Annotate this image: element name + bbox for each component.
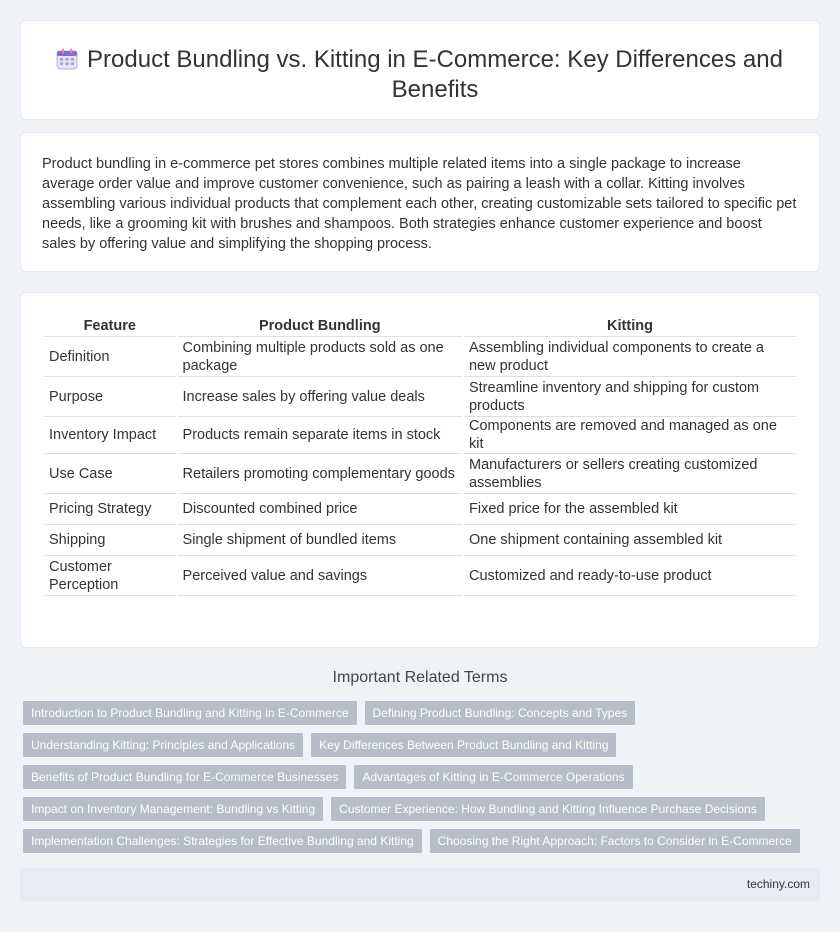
related-term-link[interactable]: Choosing the Right Approach: Factors to Consider in E-Commerce <box>430 829 800 853</box>
table-cell: Customer Perception <box>44 556 176 596</box>
title-card <box>20 20 820 120</box>
related-terms-list <box>23 701 823 861</box>
table-row <box>44 377 796 417</box>
table-cell: Customized and ready-to-use product <box>464 556 796 596</box>
related-term-link[interactable]: Understanding Kitting: Principles and Applications <box>23 733 303 757</box>
table-cell: Increase sales by offering value deals <box>178 377 462 417</box>
table-header-row <box>44 315 796 337</box>
table-row <box>44 494 796 525</box>
table-row <box>44 337 796 377</box>
table-cell: Streamline inventory and shipping for custom products <box>464 377 796 417</box>
table-cell: Definition <box>44 337 176 377</box>
related-term-link[interactable]: Key Differences Between Product Bundling and Kitting <box>311 733 616 757</box>
page-title: Product Bundling vs. Kitting in E-Commerce: Key Differences and Benefits <box>87 46 783 103</box>
comparison-table <box>42 315 798 596</box>
table-cell: Perceived value and savings <box>178 556 462 596</box>
table-cell: Manufacturers or sellers creating customized assemblies <box>464 454 796 494</box>
table-cell: Combining multiple products sold as one package <box>178 337 462 377</box>
column-header: Feature <box>44 315 176 337</box>
table-cell: Fixed price for the assembled kit <box>464 494 796 525</box>
table-row <box>44 556 796 596</box>
comparison-card <box>20 292 820 648</box>
table-cell: Single shipment of bundled items <box>178 525 462 556</box>
table-cell: Pricing Strategy <box>44 494 176 525</box>
intro-paragraph: Product bundling in e-commerce pet stores combines multiple related items into a single package to increase average order value and improve customer convenience, such as pairing a leash with a collar. Kitting involves assembling various individual products that complement each other, creating customizable sets tailored to specific pet needs, like a grooming kit with brushes and shampoos. Both strategies enhance customer experience and boost sales by offering value and simplifying the shopping process. <box>42 156 797 252</box>
column-header: Kitting <box>464 315 796 337</box>
table-row <box>44 525 796 556</box>
column-header: Product Bundling <box>178 315 462 337</box>
table-cell: Retailers promoting complementary goods <box>178 454 462 494</box>
related-terms-title: Important Related Terms <box>332 669 508 686</box>
related-term-link[interactable]: Impact on Inventory Management: Bundling vs Kitting <box>23 797 323 821</box>
table-row <box>44 454 796 494</box>
table-cell: Use Case <box>44 454 176 494</box>
related-term-link[interactable]: Introduction to Product Bundling and Kitting in E-Commerce <box>23 701 357 725</box>
table-cell: One shipment containing assembled kit <box>464 525 796 556</box>
table-cell: Shipping <box>44 525 176 556</box>
related-term-link[interactable]: Advantages of Kitting in E-Commerce Operations <box>354 765 632 789</box>
table-row <box>44 417 796 454</box>
table-cell: Discounted combined price <box>178 494 462 525</box>
related-term-link[interactable]: Defining Product Bundling: Concepts and Types <box>365 701 636 725</box>
intro-card <box>20 132 820 272</box>
footer-site-link[interactable]: techiny.com <box>746 877 810 891</box>
footer <box>20 868 820 902</box>
related-term-link[interactable]: Benefits of Product Bundling for E-Commerce Businesses <box>23 765 346 789</box>
table-cell: Inventory Impact <box>44 417 176 454</box>
related-term-link[interactable]: Customer Experience: How Bundling and Kitting Influence Purchase Decisions <box>331 797 765 821</box>
table-cell: Assembling individual components to create a new product <box>464 337 796 377</box>
table-cell: Products remain separate items in stock <box>178 417 462 454</box>
table-cell: Purpose <box>44 377 176 417</box>
related-term-link[interactable]: Implementation Challenges: Strategies for Effective Bundling and Kitting <box>23 829 422 853</box>
table-cell: Components are removed and managed as one kit <box>464 417 796 454</box>
